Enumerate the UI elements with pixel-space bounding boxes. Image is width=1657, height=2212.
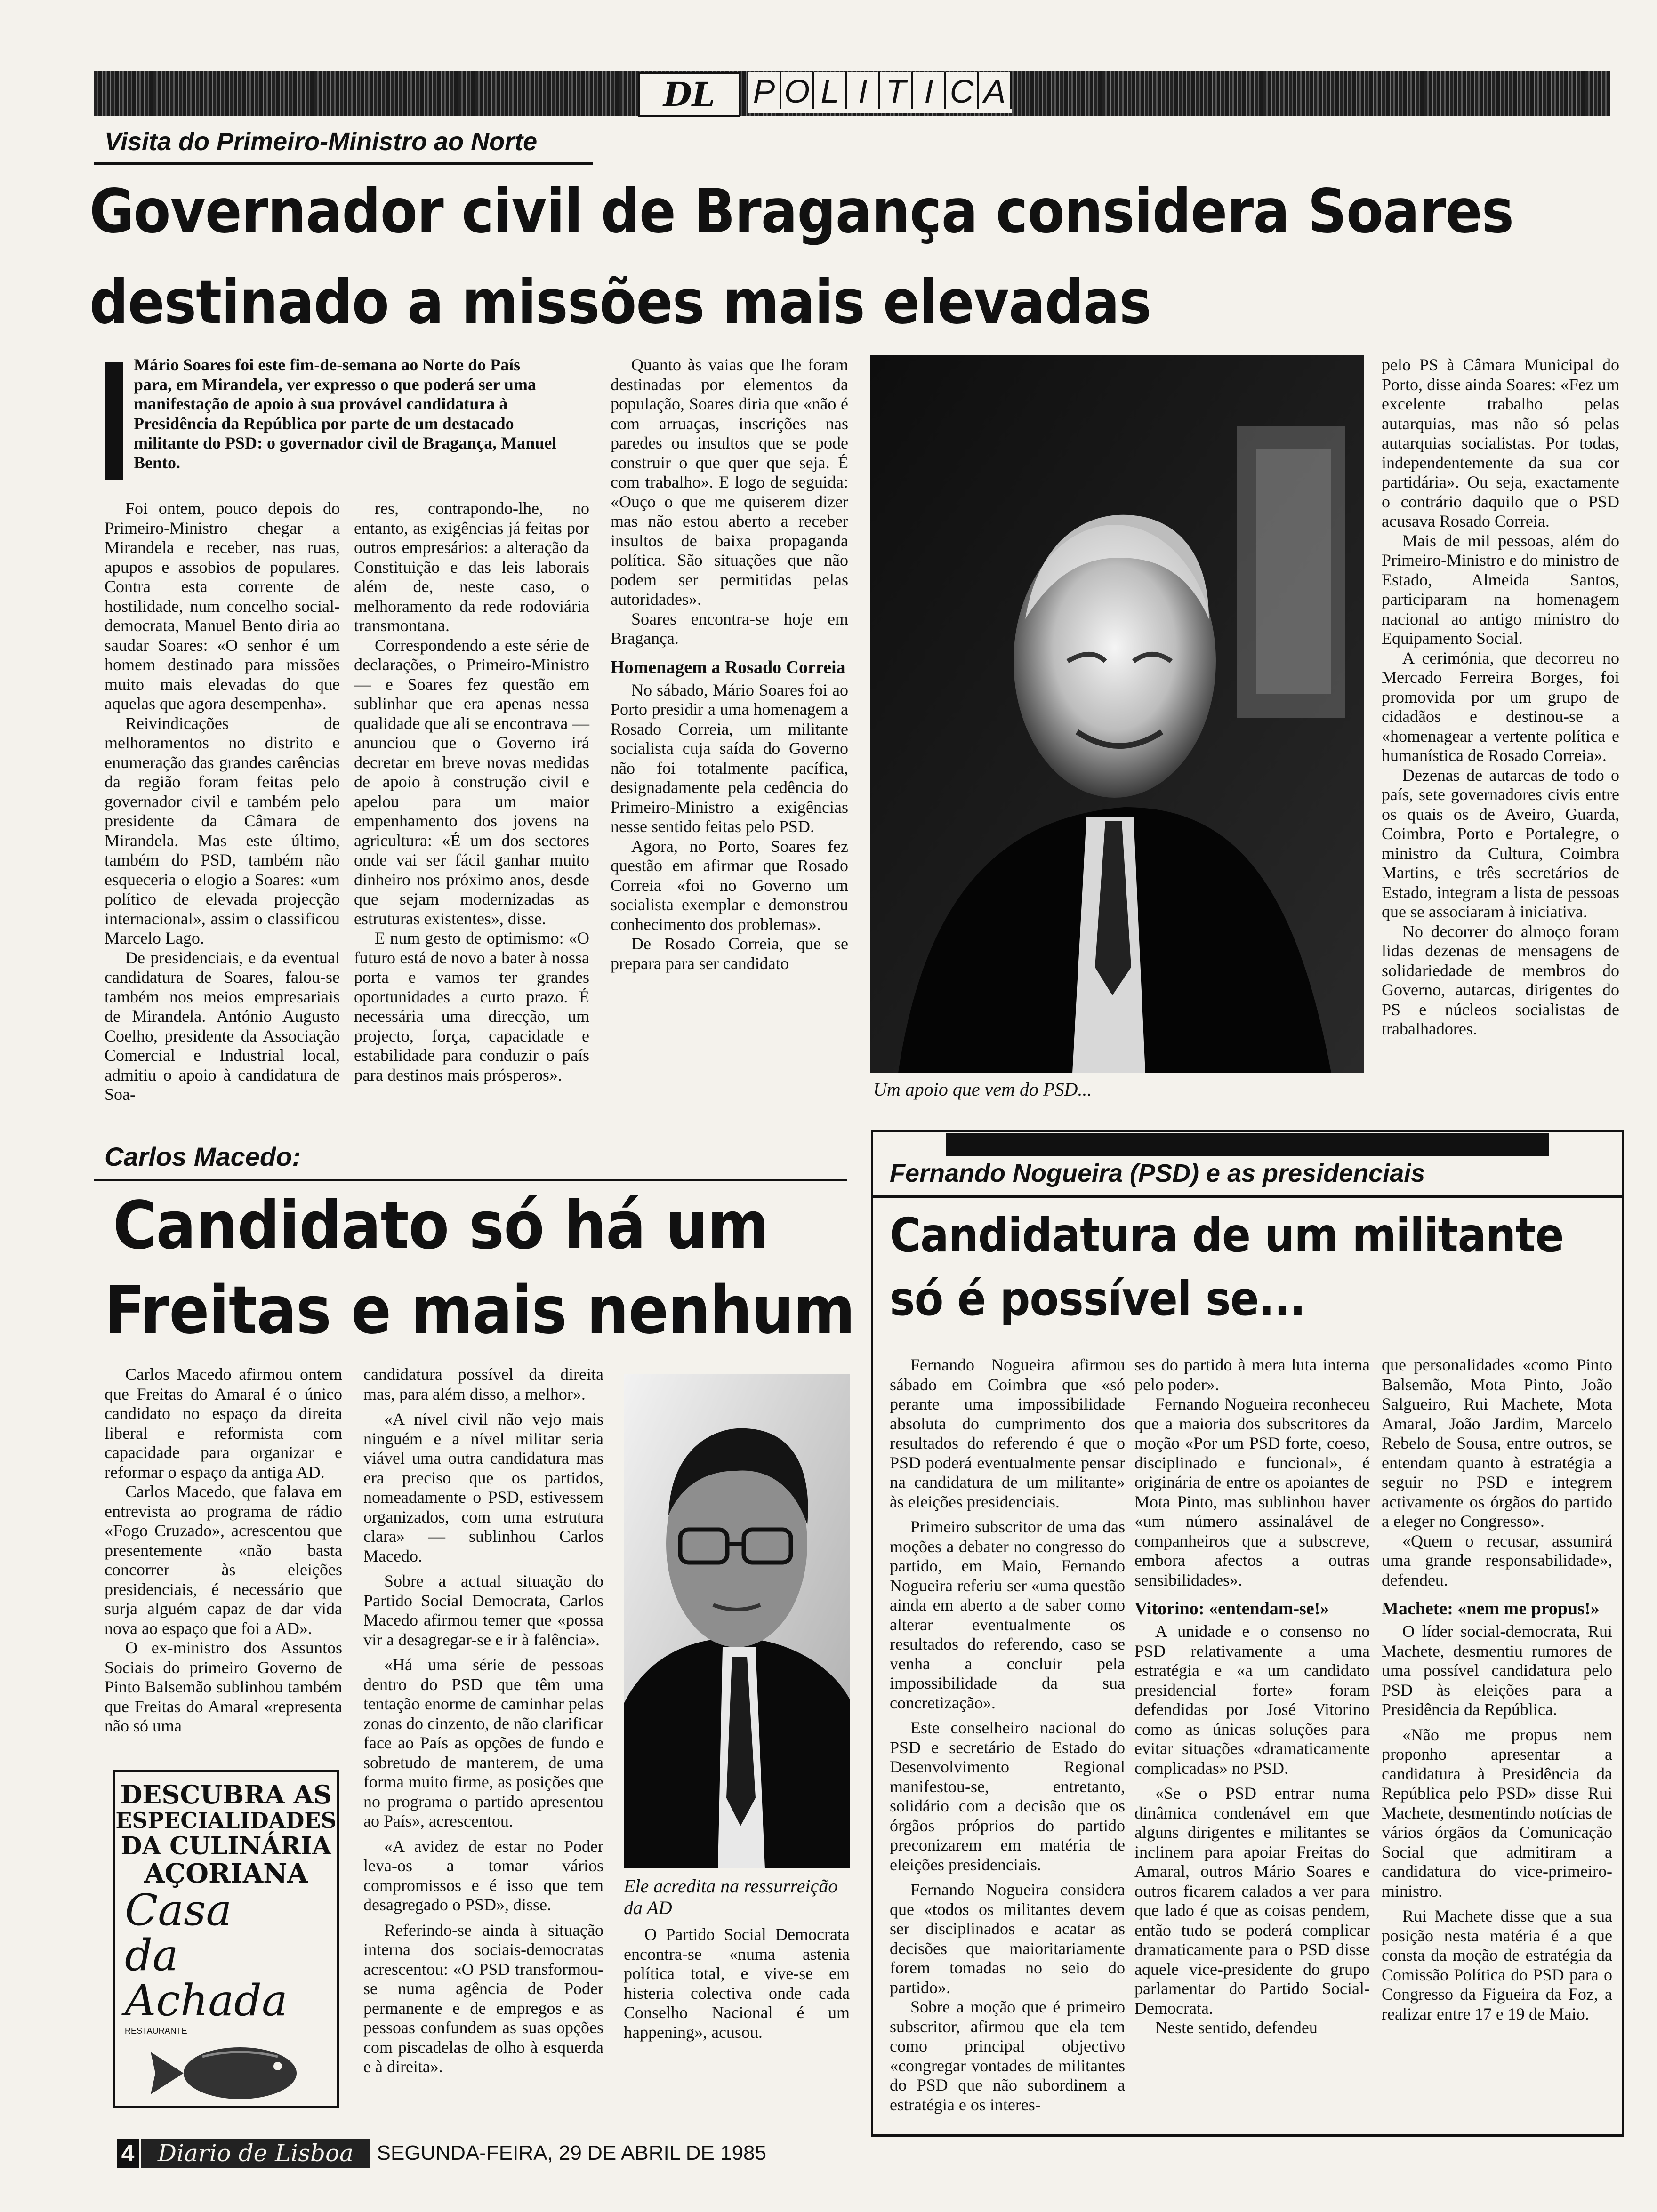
paragraph: No decorrer do almoço foram lidas dezenas de mensagens de solidariedade de membros do Governo, autarcas, dirigentes do PS e núcleos socialistas de trabalhadores. [1382,922,1619,1038]
fish-icon [118,2038,334,2108]
paragraph: «A avidez de estar no Poder leva-os a tomar vários compromissos e é isso que tem desagregado o PSD», disse. [363,1836,603,1914]
paragraph: Reivindicações de melhoramentos no distrito e enumeração das grandes carências da região foram feitas pelo governador civil e também pelo presidente da Câmara de Mirandela. Mas este último, também do PSD, também não esqueceria o elogio a Soares: «um político de elevada projecção internacional», assim o classificou Marcelo Lago. [105,713,340,947]
paragraph: A cerimónia, que decorreu no Mercado Ferreira Borges, foi promovida por um grupo de cidadãos e destinou-se a «homenagear a vertente política e humanística de Rosado Correia». [1382,648,1619,765]
paragraph: E num gesto de optimismo: «O futuro está de novo a bater à nossa porta e vamos ter grandes oportunidades a curto prazo. É necessária uma direcção, um projecto, força, capacidade e estabilidade para conduzir o país para destinos mais prósperos». [354,929,589,1084]
paper-name: Diario de Lisboa [141,2139,370,2168]
story3-kicker-rule [873,1195,1622,1198]
paragraph: que personalidades «como Pinto Balsemão, Mota Pinto, João Salgueiro, Rui Machete, Mota Amaral, João Jardim, Marcelo Rebelo de Sousa, entre outros, se entendam quanto à estratégia a seguir no PSD e integrem activamente os órgãos do partido a eleger no Congresso». [1382,1355,1612,1531]
ad-line: ESPECIALIDADES [115,1808,337,1833]
issue-date: SEGUNDA-FEIRA, 29 DE ABRIL DE 1985 [377,2141,766,2164]
story2-kicker-rule [94,1179,847,1181]
story1-headline-line1: Governador civil de Bragança considera Soares [89,176,1514,247]
story2-kicker: Carlos Macedo: [105,1142,301,1171]
section-letter: P [748,72,781,109]
section-letter: T [880,72,913,109]
portrait-image [624,1374,850,1868]
paragraph: Foi ontem, pouco depois do Primeiro-Ministro chegar a Mirandela e receber, nas ruas, apupos e assobios de populares. Contra esta corrente de hostilidade, num concelho social-democrata, Manuel Bento diria ao saudar Soares: «O senhor é um homem destinado para missões muito mais elevadas do que aquelas que agora desempenha». [105,499,340,713]
story1-column-4 [1382,355,1619,1039]
paragraph: pelo PS à Câmara Municipal do Porto, disse ainda Soares: «Fez um excelente trabalho pelas autarquias, mas não só pelas autarquias socialistas. Por todas, independentemente da sua cor partidária». Ou seja, exactamente o contrário daquilo que o PSD acusava Rosado Correia. [1382,355,1619,530]
story1-column-2 [354,499,589,1085]
story2-photo-caption: Ele acredita na ressurreição da AD [624,1875,838,1918]
ad-line: AÇORIANA [144,1858,308,1889]
story1-column-1 [105,499,340,1105]
paragraph: candidatura possível da direita mas, para além disso, a melhor». [363,1365,603,1403]
ad-brand: da Achada [125,1930,288,2026]
ad-line: DA CULINÁRIA [121,1832,331,1860]
section-letter: C [946,72,979,109]
paragraph: Fernando Nogueira considera que «todos os militantes devem ser disciplinados e acatar as decisões que maioritariamente forem tomadas no seio do partido». [890,1880,1125,1997]
paragraph: «Se o PSD entrar numa dinâmica condenável em que alguns dirigentes e militantes se inclinem para apoiar Freitas do Amaral, outros Mário Soares e outros ficarem calados a ver para que lado é que as coisas pendem, então tudo se poderá complicar dramaticamente para o PSD disse aquele vice-presidente do grupo parlamentar do Partido Social-Democrata. [1134,1784,1370,2018]
subhead-homenagem: Homenagem a Rosado Correia [611,657,845,677]
paragraph: Carlos Macedo, que falava em entrevista ao programa de rádio «Fogo Cruzado», acrescentou que presentemente «não basta concorrer às eleições presidenciais, é necessário que surja alguém capaz de dar vida nova ao espaço que foi a AD». [105,1482,342,1638]
story1-column-3 [611,355,848,973]
story1-photo-caption: Um apoio que vem do PSD... [873,1079,1092,1100]
story1-photo [870,355,1364,1073]
paragraph: Referindo-se ainda à situação interna dos sociais-democratas acrescentou: «O PSD transformou-se numa agência de Poder permanente e de empregos e as pessoas confundem as suas opções com piscadelas de olho à esquerda e à direita». [363,1920,603,2076]
story3-column-1 [890,1355,1125,2115]
paragraph: A unidade e o consenso no PSD relativamente a uma estratégia e «a um candidato presidencial forte» foram defendidas por José Vitorino como as únicas soluções para evitar situações «dramaticamente complicadas» no PSD. [1134,1622,1370,1778]
paragraph: O líder social-democrata, Rui Machete, desmentiu rumores de uma possível candidatura pelo PSD às eleições para a Presidência da República. [1382,1622,1612,1719]
subhead-vitorino: Vitorino: «entendam-se!» [1134,1599,1329,1619]
paragraph: Sobre a actual situação do Partido Social Democrata, Carlos Macedo afirmou temer que «possa vir a desagregar-se e ir à falência». [363,1571,603,1649]
paragraph: «Há uma série de pessoas dentro do PSD que têm uma tentação enorme de caminhar pelas zonas do cinzento, de não clarificar face ao País as opções de fundo e sobretudo de manterem, de uma forma muito firme, as posições que no programa o partido apresentou ao País», acrescentou. [363,1655,603,1830]
ad-brand: Casa [125,1885,232,1935]
paragraph: «Não me propus nem proponho apresentar a candidatura à Presidência da República pelo PSD» disse Rui Machete, desmentindo notícias de vários órgãos da Comunicação Social que admitiram a candidatura do vice-primeiro-ministro. [1382,1725,1612,1900]
paragraph: No sábado, Mário Soares foi ao Porto presidir a uma homenagem a Rosado Correia, um militante socialista cuja saída do Governo não foi totalmente pacífica, designadamente pela cedência do Primeiro-Ministro a exigências nesse sentido feitas pelo PSD. [611,680,848,836]
paragraph: Fernando Nogueira reconheceu que a maioria dos subscritores da moção «Por um PSD forte, coeso, disciplinado e funcional», é originária de entre os apoiantes de Mota Pinto, mas sublinhou haver «um número assinalável de companheiros que a subscreve, embora afectos a outras sensibilidades». [1134,1395,1370,1589]
story3-column-3 [1382,1355,1612,2024]
story1-kicker: Visita do Primeiro-Ministro ao Norte [105,128,538,156]
paragraph: De presidenciais, e da eventual candidatura de Soares, falou-se também nos meios empresariais de Mirandela. António Augusto Coelho, presidente da Associação Comercial e Industrial local, admitiu o apoio à candidatura de Soa- [105,948,340,1104]
page-number: 4 [117,2139,139,2168]
paragraph: Fernando Nogueira afirmou sábado em Coimbra que «só perante uma impossibilidade absoluta do cumprimento dos resultados do referendo é que o PSD poderá eventualmente pensar na candidatura de um militante» às eleições presidenciais. [890,1355,1125,1511]
story2-photo [624,1374,850,1868]
paragraph: Soares encontra-se hoje em Bragança. [611,609,848,648]
paragraph: res, contrapondo-lhe, no entanto, as exigências já feitas por outros empresários: a alteração da Constituição e das leis laborais além de, neste caso, o melhoramento da rede rodoviária transmontana. [354,499,589,635]
paragraph: Primeiro subscritor de uma das moções a debater no congresso do partido, em Maio, Fernando Nogueira referiu ser «uma questão ainda em aberto a de saber como alterar eventualmente os resultados do referendo, caso se venha a concluir pela impossibilidade da sua concretização». [890,1517,1125,1712]
story2-column-1 [105,1365,342,1736]
story1-headline-line2: destinado a missões mais elevadas [89,267,1151,337]
story1-dropcap [105,362,123,480]
paragraph: ses do partido à mera luta interna pelo poder». [1134,1355,1370,1394]
paragraph: Rui Machete disse que a sua posição nesta matéria é a que consta da moção de estratégia da Comissão Política do PSD para o Congresso da Figueira da Foz, a realizar entre 17 e 19 de Maio. [1382,1907,1612,2023]
subhead-machete: Machete: «nem me propus!» [1382,1599,1600,1619]
section-letter: I [847,72,880,109]
paper-logo: DL [638,72,740,117]
footer-bar [117,2137,766,2170]
paragraph: O Partido Social Democrata encontra-se «numa astenia política total, e vive-se em histeria colectiva onde cada Conselho Nacional é um happening», acusou. [624,1925,850,2042]
paragraph: Este conselheiro nacional do PSD e secretário de Estado do Desenvolvimento Regional manifestou-se, entretanto, solidário com a decisão que os órgãos próprios do partido preconizarem em matéria de eleições presidenciais. [890,1718,1125,1874]
story3-headline-line1: Candidatura de um militante [890,1208,1564,1263]
story1-lead: Mário Soares foi este fim-de-semana ao Norte do País para, em Mirandela, ver expresso o que poderá ser uma manifestação de apoio à sua provável candidatura à Presidência da República por parte de um destacado militante do PSD: o governador civil de Bragança, Manuel Bento. [134,355,557,472]
story2-headline-line2: Freitas e mais nenhum [105,1272,855,1349]
paragraph: Sobre a moção que é primeiro subscritor, afirmou que ela tem como principal objectivo «congregar vontades de militantes do PSD que não subordinem a estratégia e os interes- [890,1997,1125,2114]
section-letter: I [913,72,946,109]
story3-headline-line2: só é possível se... [890,1271,1306,1326]
paragraph: Mais de mil pessoas, além do Primeiro-Ministro e do ministro de Estado, Almeida Santos, participaram na homenagem nacional ao antigo ministro do Equipamento Social. [1382,531,1619,648]
section-letter: L [814,72,847,109]
section-letter: O [781,72,814,109]
paragraph: Dezenas de autarcas de todo o país, sete governadores civis entre os quais os de Aveiro, Guarda, Coimbra, Porto e Portalegre, o ministro da Cultura, Coimbra Martins, e três secretários de Estado, integram a lista de pessoas que se associaram à iniciativa. [1382,765,1619,921]
paragraph: Carlos Macedo afirmou ontem que Freitas do Amaral é o único candidato no espaço da direita liberal e reformista com capacidade para organizar e reformar o espaço da antiga AD. [105,1365,342,1482]
story3-column-2 [1134,1355,1370,2038]
portrait-image [870,355,1364,1073]
paragraph: Correspondendo a este série de declarações, o Primeiro-Ministro — e Soares fez questão em sublinhar que era apenas nessa qualidade que ali se encontrava — anunciou que o Governo irá decretar em breve novas medidas de apoio à construção civil e apelou para um maior empenhamento dos jovens na agricultura: «É um dos sectores onde vai ser fácil ganhar muito dinheiro nos próximo anos, desde que sejam modernizadas as estruturas existentes», disse. [354,635,589,928]
paragraph: «A nível civil não vejo mais ninguém e a nível militar seria viável uma outra candidatura mas era preciso que os partidos, nomeadamente o PSD, estivessem organizados, com uma estrutura clara» — sublinhou Carlos Macedo. [363,1410,603,1565]
section-title [748,72,1012,113]
paragraph: «Quem o recusar, assumirá uma grande responsabilidade», defendeu. [1382,1531,1612,1589]
paragraph: Agora, no Porto, Soares fez questão em afirmar que Rosado Correia «foi no Governo um socialista exemplar e demonstrou conhecimento dos problemas». [611,836,848,934]
ad-small-label: RESTAURANTE [125,2026,187,2036]
advertisement-casa-da-achada[interactable] [113,1770,339,2108]
ad-line: DESCUBRA AS [120,1779,332,1810]
paragraph: Quanto às vaias que lhe foram destinadas por elementos da população, Soares diria que «não é com arruaças, inscrições nas paredes ou insultos que se pode construir o que quer que seja. É com trabalho». E logo de seguida: «Ouço o que me quiserem dizer mas não estou aberto a receber insultos de baixa propaganda política. São situações que não podem ser permitidas pelas autoridades». [611,355,848,609]
paragraph: O ex-ministro dos Assuntos Sociais do primeiro Governo de Pinto Balsemão sublinhou também que Freitas do Amaral «representa não só uma [105,1638,342,1735]
section-header-bar [94,71,1610,116]
paragraph: Neste sentido, defendeu [1155,2018,1318,2037]
story1-kicker-rule [94,162,593,165]
story2-column-2 [363,1365,603,2077]
story3-top-bar [946,1133,1549,1156]
section-letter: A [979,72,1012,109]
story2-headline-line1: Candidato só há um [113,1187,769,1264]
story2-column-3 [624,1925,850,2042]
paragraph: De Rosado Correia, que se prepara para ser candidato [611,934,848,973]
story3-kicker: Fernando Nogueira (PSD) e as presidenciais [890,1159,1425,1187]
